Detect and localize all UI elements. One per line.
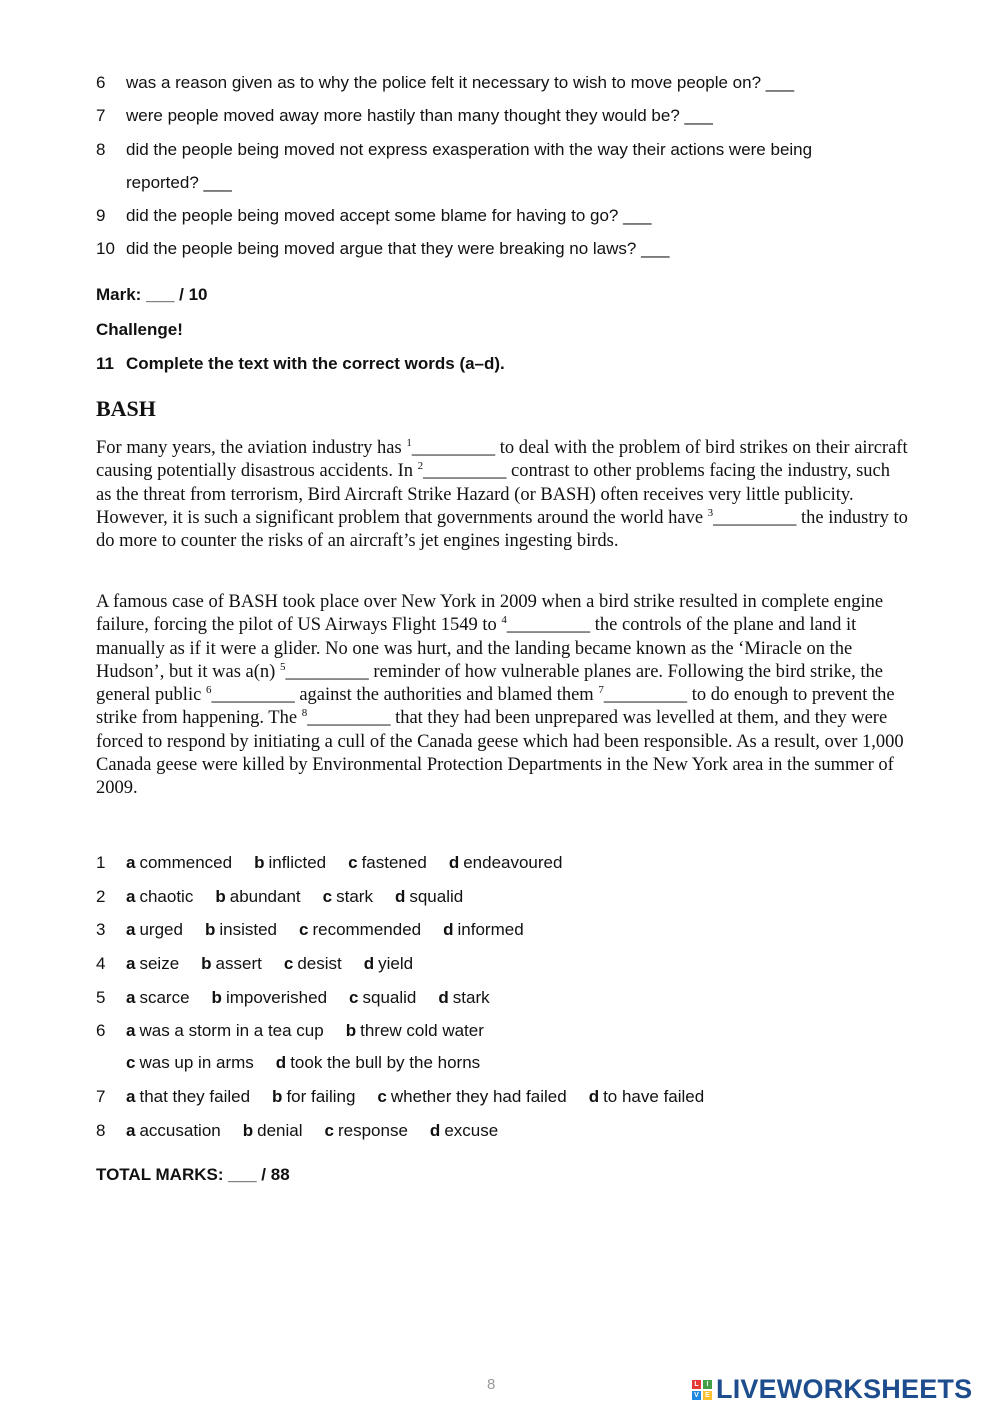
gap-number-5: 5: [279, 660, 286, 673]
article-paragraph-2: A famous case of BASH took place over New York in 2009 when a bird strike resulted in complete engine failure, forcing the pilot of US Airways Flight 1549 to $^4$_________ the controls of the plane and land it manually as if it were a glider. No one was hurt, and the landing became known as the ‘Miracle on the Hudson’, but it was a(n) $^5$_________ reminder of how vulnerable planes are. Following the bird strike, the general public $^6$_________ against the authorities and blamed them $^7$_________ to do enough to prevent the strike from happening. The $^8$_________ that they had been unprepared was levelled at them, and they were forced to respond by initiating a cull of the Canada geese which had been responsible. As a result, over 1,000 Canada geese were killed by Environmental Protection Departments in the New York area in the summer of 2009.: [96, 592, 904, 799]
option-d[interactable]: d yield: [363, 954, 414, 973]
options-row-4: 4 a seize b assert c desist d yield: [96, 952, 435, 976]
option-c[interactable]: c whether they had failed: [377, 1087, 567, 1106]
question-text: were people moved away more hastily than many thought they would be? ___: [126, 106, 713, 125]
option-c[interactable]: c fastened: [348, 853, 427, 872]
question-number: 7: [96, 106, 106, 125]
options-row-5: 5 a scarce b impoverished c squalid d stark: [96, 986, 512, 1010]
total-marks: TOTAL MARKS: ___ / 88: [96, 1165, 290, 1184]
option-a[interactable]: a chaotic: [126, 887, 194, 906]
logo-icon: L I V E: [692, 1380, 712, 1400]
gap-number-4: 4: [501, 614, 507, 627]
gap-number-3: 3: [707, 506, 714, 519]
option-c[interactable]: c recommended: [298, 920, 422, 939]
option-a[interactable]: a urged: [126, 920, 183, 939]
article-paragraph-1: For many years, the aviation industry has $^1$_________ to deal with the problem of bird strikes on their aircraft causing potentially disastrous accidents. In $^2$_________ contrast to other problems facing the industry, such as the threat from terrorism, Bird Aircraft Strike Hazard (or BASH) often receives very little publicity. However, it is such a significant problem that governments around the world have $^3$_________ the industry to do more to counter the risks of an aircraft’s jet engines ingesting birds.: [96, 437, 908, 552]
option-d[interactable]: d squalid: [394, 887, 464, 906]
task-instruction: [96, 352, 505, 376]
challenge-label: Challenge!: [96, 320, 183, 339]
option-a[interactable]: a scarce: [126, 988, 190, 1007]
question-text: was a reason given as to why the police felt it necessary to wish to move people on? ___: [126, 73, 795, 92]
option-a[interactable]: a seize: [126, 954, 180, 973]
options-row-1: 1 a commenced b inflicted c fastened d endeavoured: [96, 851, 584, 875]
options-row-8: 8 a accusation b denial c response d excuse: [96, 1119, 520, 1143]
option-d[interactable]: d took the bull by the horns: [275, 1053, 481, 1072]
options-row-3: 3 a urged b insisted c recommended d informed: [96, 918, 546, 942]
page-number: 8: [487, 1376, 496, 1393]
question-8: [96, 138, 812, 162]
option-b[interactable]: b denial: [242, 1121, 303, 1140]
option-b[interactable]: b insisted: [204, 920, 277, 939]
options-row-6: 6 a was a storm in a tea cup b threw cold water: [96, 1019, 506, 1043]
option-b[interactable]: b assert: [201, 954, 262, 973]
question-number: 9: [96, 206, 106, 225]
question-10: [96, 237, 669, 261]
option-d[interactable]: d endeavoured: [448, 853, 563, 872]
options-row-7: 7 a that they failed b for failing c whether they had failed d to have failed: [96, 1085, 726, 1109]
question-number: 8: [96, 140, 106, 159]
option-b[interactable]: b impoverished: [211, 988, 328, 1007]
logo-text: LIVEWORKSHEETS: [716, 1374, 973, 1404]
article-title: BASH: [96, 396, 156, 421]
option-d[interactable]: d stark: [438, 988, 490, 1007]
question-7: [96, 104, 713, 128]
gap-number-1: 1: [406, 437, 412, 449]
question-9: [96, 204, 651, 228]
option-b[interactable]: b for failing: [272, 1087, 356, 1106]
gap-number-2: 2: [417, 460, 424, 473]
mark-label: Mark: ___ / 10: [96, 285, 208, 304]
option-c[interactable]: c squalid: [349, 988, 417, 1007]
option-b[interactable]: b threw cold water: [345, 1021, 484, 1040]
question-number: 10: [96, 239, 115, 258]
question-8-continued: reported? ___: [126, 173, 232, 192]
task-text: Complete the text with the correct words (a–d).: [126, 354, 505, 373]
option-d[interactable]: d to have failed: [588, 1087, 705, 1106]
option-d[interactable]: d informed: [443, 920, 524, 939]
option-a[interactable]: a was a storm in a tea cup: [126, 1021, 324, 1040]
option-a[interactable]: a commenced: [126, 853, 233, 872]
question-text: did the people being moved argue that they were breaking no laws? ___: [126, 239, 670, 258]
option-d[interactable]: d excuse: [429, 1121, 499, 1140]
option-c[interactable]: c stark: [322, 887, 373, 906]
option-a[interactable]: a that they failed: [126, 1087, 251, 1106]
options-row-6-continued: [126, 1051, 502, 1075]
question-text: did the people being moved accept some blame for having to go? ___: [126, 206, 652, 225]
options-row-2: 2 a chaotic b abundant c stark d squalid: [96, 885, 485, 909]
option-c[interactable]: c was up in arms: [126, 1053, 254, 1072]
liveworksheets-logo: [692, 1374, 972, 1405]
option-c[interactable]: c response: [324, 1121, 408, 1140]
option-b[interactable]: b inflicted: [254, 853, 327, 872]
question-6: [96, 71, 794, 95]
option-a[interactable]: a accusation: [126, 1121, 221, 1140]
option-c[interactable]: c desist: [283, 954, 342, 973]
question-number: 6: [96, 73, 106, 92]
gap-number-6: 6: [205, 684, 212, 697]
gap-number-7: 7: [598, 684, 604, 697]
question-text: did the people being moved not express exasperation with the way their actions were being: [126, 140, 813, 159]
option-b[interactable]: b abundant: [215, 887, 301, 906]
task-number: 11: [96, 354, 114, 373]
gap-number-8: 8: [301, 707, 308, 720]
